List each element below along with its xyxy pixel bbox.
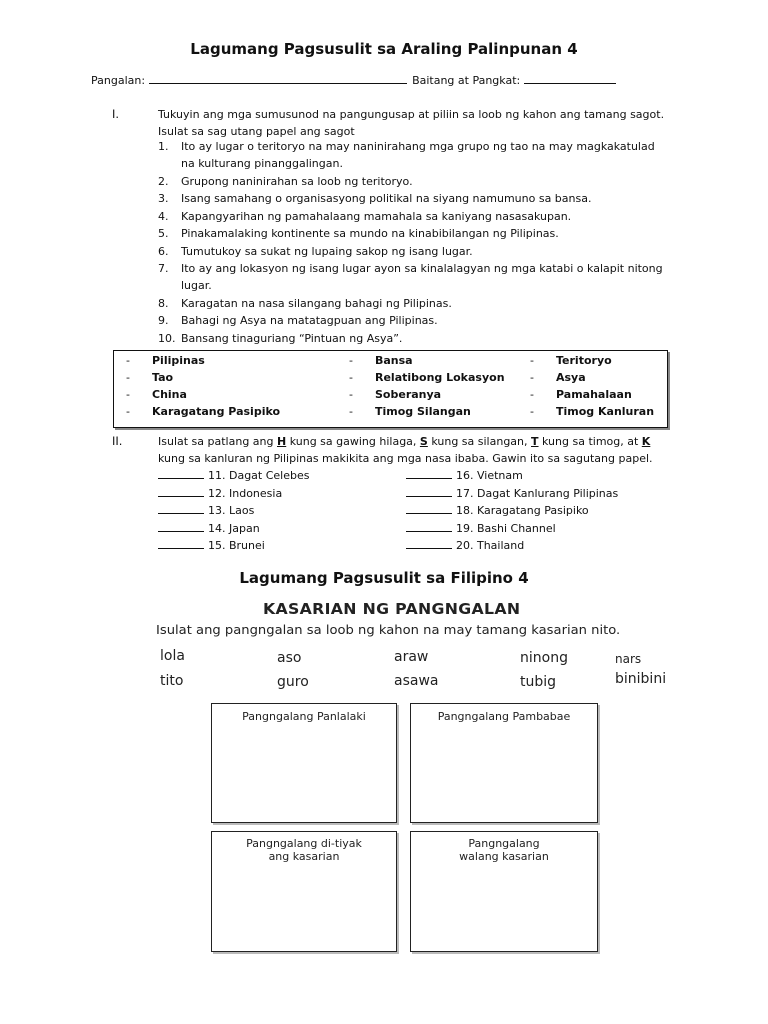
word: binibini (615, 671, 667, 687)
part1-instruction (158, 106, 678, 140)
choice: - Karagatang Pasipiko (126, 405, 281, 418)
grade-label: Baitang at Pangkat: (412, 74, 521, 87)
choice: - Bansa (349, 354, 413, 367)
page-title: Lagumang Pagsusulit sa Araling Palinpunan 4 (190, 40, 578, 58)
answer-item: 19. Bashi Channel (406, 522, 556, 535)
word: guro (277, 674, 309, 690)
word: tubig (520, 674, 557, 690)
choice: - Pamahalaan (530, 388, 632, 401)
grade-blank (524, 74, 616, 84)
word: tito (160, 673, 184, 689)
word: araw (394, 649, 429, 665)
answer-item: 11. Dagat Celebes (158, 469, 310, 482)
answer-item: 15. Brunei (158, 539, 265, 552)
choice: - China (126, 388, 187, 401)
choice: - Teritoryo (530, 354, 612, 367)
kasarian-subtitle: Isulat ang pangngalan sa loob ng kahon na may tamang kasarian nito. (156, 622, 621, 637)
category-label: walang kasarian (459, 850, 549, 863)
choice: - Asya (530, 371, 586, 384)
word: nars (615, 652, 642, 666)
part1-instruction-line1: Tukuyin ang mga sumusunod na pangungusap at piliin sa loob ng kahon ang tamang sagot. (158, 108, 665, 121)
choice: - Relatibong Lokasyon (349, 371, 505, 384)
category-box-pambabae (410, 703, 598, 823)
part2-numeral: II. (112, 434, 123, 448)
part1-numeral: I. (112, 107, 120, 121)
answer-item: 16. Vietnam (406, 469, 523, 482)
section-title: Lagumang Pagsusulit sa Filipino 4 (239, 569, 529, 587)
choice: - Soberanya (349, 388, 442, 401)
answer-item: 17. Dagat Kanlurang Pilipinas (406, 487, 618, 500)
category-label: Pangngalang di-tiyak (246, 837, 362, 850)
category-box-panlalaki (211, 703, 397, 823)
word: asawa (394, 673, 439, 689)
category-label: Pangngalang Pambabae (437, 710, 571, 723)
category-label: Pangngalang Panlalaki (242, 710, 366, 723)
choice: - Timog Silangan (349, 405, 471, 418)
category-label: ang kasarian (268, 850, 340, 863)
kasarian-title: KASARIAN NG PANGNGALAN (263, 600, 521, 618)
choice: - Tao (126, 371, 174, 384)
category-box-walang-kasarian (410, 831, 598, 952)
category-box-di-tiyak (211, 831, 397, 952)
answer-item: 18. Karagatang Pasipiko (406, 504, 589, 517)
answer-choices-box (113, 350, 668, 428)
answer-item: 14. Japan (158, 522, 260, 535)
name-line (91, 74, 616, 87)
part2-instruction-line2: kung sa kanluran ng Pilipinas makikita ang mga nasa ibaba. Gawin ito sa sagutang papel. (158, 452, 653, 465)
answer-item: 13. Laos (158, 504, 254, 517)
name-label: Pangalan: (91, 74, 146, 87)
part1-instruction-line2: Isulat sa sag utang papel ang sagot (158, 125, 355, 138)
choice: - Timog Kanluran (530, 405, 655, 418)
category-label: Pangngalang (468, 837, 540, 850)
answer-item: 12. Indonesia (158, 487, 282, 500)
word: ninong (520, 650, 568, 666)
part2-instruction (158, 433, 698, 467)
name-blank (149, 74, 407, 84)
choice: - Pilipinas (126, 354, 205, 367)
word: aso (277, 650, 302, 666)
part1-items: 1. Ito ay lugar o teritoryo na may naninirahang mga grupo ng tao na may magkakatulad na kulturang pinanggalingan. 2. Grupong naninirahan sa loob ng teritoryo. 3. Isang samahang o organisasyong politikal na siyang namumuno sa bansa. 4. Kapangyarihan ng pamahalaang mamahala sa kaniyang nasasakupan. 5. Pinakamalaking kontinente sa mundo na kinabibilangan ng Pilipinas. 6. Tumutukoy sa sukat ng lupaing sakop ng isang lugar. 7. Ito ay ang lokasyon ng isang lugar ayon sa kinalalagyan ng mga katabi o kalapit nitong lugar. 8. Karagatan na nasa silangang bahagi ng Pilipinas. 9. Bahagi ng Asya na matatagpuan ang Pilipinas. 10. Bansang tinaguriang “Pintuan ng Asya”. (158, 140, 663, 345)
word: lola (160, 648, 185, 664)
part2-instruction-line1: Isulat sa patlang ang H kung sa gawing hilaga, S kung sa silangan, T kung sa timog, at K (158, 435, 651, 448)
answer-item: 20. Thailand (406, 539, 524, 552)
